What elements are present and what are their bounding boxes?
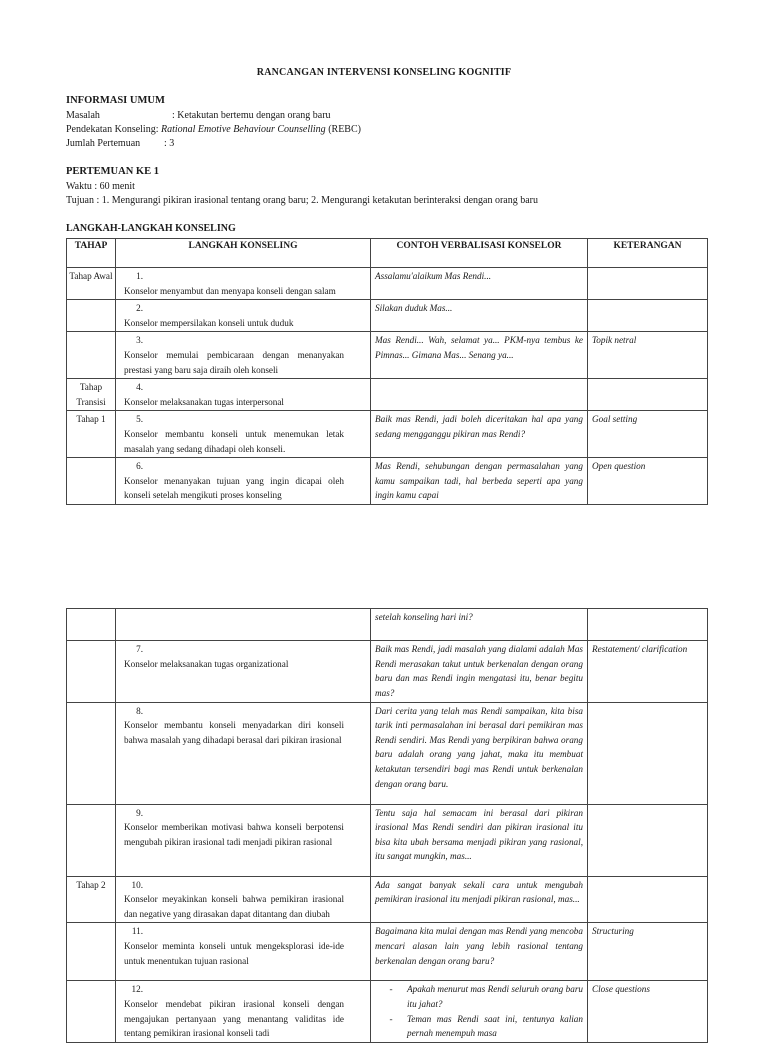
table-row: [67, 641, 708, 702]
steps-table-1: [66, 238, 708, 505]
stage-cell: [67, 458, 116, 505]
verbalization-cell: Assalamu'alaikum Mas Rendi...: [371, 268, 588, 300]
table-row: [67, 411, 708, 458]
verbalization-cell: Bagaimana kita mulai dengan mas Rendi yang mencoba mencari alasan lain yang lebih rasional tentang berkenalan dengan orang baru?: [371, 923, 588, 981]
jumlah-line: [66, 138, 175, 149]
note-cell: [588, 876, 708, 923]
step-number: 3.: [136, 335, 143, 346]
verbalization-cell: Baik mas Rendi, jadi masalah yang dialami adalah Mas Rendi merasakan takut untuk berkenalan dengan orang baru dan mas Rendi ingin mengatasi itu, benar begitu mas?: [371, 641, 588, 702]
step-number: 11.: [131, 926, 143, 937]
header-langkah: LANGKAH KONSELING: [116, 239, 371, 268]
step-number: 4.: [136, 382, 143, 393]
step-number: 1.: [136, 271, 143, 281]
step-text: Konselor melaksanakan tugas interpersonal: [124, 396, 284, 407]
note-cell: [588, 804, 708, 876]
question-text: Apakah menurut mas Rendi seluruh orang baru itu jahat?: [407, 984, 583, 1009]
step-number: 8.: [136, 705, 143, 716]
masalah-label: Masalah: [66, 110, 100, 121]
stage-cell: Tahap 1: [67, 411, 116, 458]
step-cell: [116, 300, 371, 332]
table-row: [67, 268, 708, 300]
step-number: 7.: [136, 644, 143, 655]
stage-cell: [67, 702, 116, 804]
note-cell: Topik netral: [588, 332, 708, 379]
step-number: 12.: [131, 984, 143, 995]
verbalization-cell: Mas Rendi... Wah, selamat ya... PKM-nya tembus ke Pimnas... Gimana Mas... Senang ya...: [371, 332, 588, 379]
question-item: - Apakah menurut mas Rendi seluruh orang baru itu jahat?: [375, 982, 583, 1011]
step-cell: [116, 609, 371, 641]
table-row: [67, 804, 708, 876]
step-text: Konselor meyakinkan konseli bahwa pemikiran irasional dan negative yang dirasakan dapat ditantang dan diubah: [124, 894, 344, 919]
stage-cell: Tahap 2: [67, 876, 116, 923]
step-number: 5.: [136, 414, 143, 425]
note-cell: [588, 609, 708, 641]
step-text: Konselor mendebat pikiran irasional konseli dengan mengajukan pertanyaan yang menantang validitas ide tentang pemikiran irasional konseli tadi: [124, 998, 344, 1039]
pendekatan-italic: Rational Emotive Behaviour Counselling: [160, 124, 326, 135]
step-text: Konselor membantu konseli untuk menemukan letak masalah yang sedang dihadapi oleh konseli.: [124, 428, 344, 454]
tujuan-line: Tujuan : 1. Mengurangi pikiran irasional tentang orang baru; 2. Mengurangi ketakutan berinteraksi dengan orang baru: [66, 195, 539, 206]
header-ket: KETERANGAN: [588, 239, 708, 268]
verbalization-cell: [371, 379, 588, 411]
pendekatan-suffix: (REBC): [328, 124, 361, 135]
step-number: 9.: [136, 807, 143, 818]
step-cell: [116, 411, 371, 458]
table-row: [67, 923, 708, 981]
step-text: Konselor memulai pembicaraan dengan menanyakan prestasi yang baru saja diraih oleh konseli: [124, 349, 344, 375]
table-row: [67, 300, 708, 332]
verbalization-cell: Silakan duduk Mas...: [371, 300, 588, 332]
question-text: Teman mas Rendi saat ini, tentunya kalian pernah menempuh masa: [407, 1013, 583, 1039]
stage-cell: [67, 641, 116, 702]
step-text: Konselor meminta konseli untuk mengeksplorasi ide-ide untuk menentukan tujuan rasional: [124, 940, 344, 966]
header-tahap: TAHAP: [67, 239, 116, 268]
step-text: Konselor menyambut dan menyapa konseli dengan salam: [124, 285, 336, 296]
table-row: [67, 458, 708, 505]
table-row: [67, 702, 708, 804]
steps-heading: LANGKAH-LANGKAH KONSELING: [66, 223, 236, 234]
stage-cell: [67, 981, 116, 1042]
verbalization-cell: Baik mas Rendi, jadi boleh diceritakan hal apa yang sedang mengganggu pikiran mas Rendi?: [371, 411, 588, 458]
jumlah-label: Jumlah Pertemuan: [66, 138, 141, 149]
document-title: RANCANGAN INTERVENSI KONSELING KOGNITIF: [256, 67, 512, 78]
step-cell: [116, 923, 371, 981]
pendekatan-label: Pendekatan Konseling:: [66, 124, 159, 135]
stage-cell: Tahap Awal: [67, 268, 116, 300]
step-text: Konselor memberikan motivasi bahwa konseli berpotensi mengubah pikiran irasional tadi menjadi pikiran rasional: [124, 822, 344, 847]
info-heading: INFORMASI UMUM: [66, 95, 165, 106]
header-contoh: CONTOH VERBALISASI KONSELOR: [371, 239, 588, 268]
step-cell: [116, 804, 371, 876]
steps-table-2: [66, 608, 708, 1043]
step-cell: [116, 379, 371, 411]
note-cell: Goal setting: [588, 411, 708, 458]
stage-cell: [67, 923, 116, 981]
note-cell: [588, 702, 708, 804]
step-text: Konselor membantu konseli menyadarkan diri konseli bahwa masalah yang dihadapi berasal dari pikiran irasional: [124, 720, 344, 745]
table-row: [67, 332, 708, 379]
masalah-value: : Ketakutan bertemu dengan orang baru: [172, 110, 331, 121]
step-text: Konselor mempersilakan konseli untuk duduk: [124, 317, 294, 328]
verbalization-cell: Dari cerita yang telah mas Rendi sampaikan, kita bisa tarik inti permasalahan ini berasal dari pemikiran mas Rendi sendiri. Mas Rendi yang berpikiran bahwa orang baru adalah orang yang jahat, maka itu membuat ketakutan tersendiri bagi mas Rendi untuk berkenalan dengan orang baru.: [371, 702, 588, 804]
masalah-line: [66, 110, 331, 121]
step-text: Konselor melaksanakan tugas organizational: [124, 658, 289, 669]
step-cell: [116, 641, 371, 702]
note-cell: [588, 379, 708, 411]
step-number: 6.: [136, 461, 143, 472]
table-row: [67, 981, 708, 1042]
table-row: [67, 876, 708, 923]
pendekatan-line: [66, 124, 361, 135]
table-row: [67, 379, 708, 411]
waktu-line: Waktu : 60 menit: [66, 181, 135, 192]
stage-cell: [67, 332, 116, 379]
step-cell: [116, 702, 371, 804]
step-cell: [116, 458, 371, 505]
step-text: Konselor menanyakan tujuan yang ingin dicapai oleh konseli setelah mengikuti proses konseling: [124, 475, 344, 501]
note-cell: Structuring: [588, 923, 708, 981]
verbalization-cell: Mas Rendi, sehubungan dengan permasalahan yang kamu sampaikan tadi, hal berbeda seperti apa yang ingin kamu capai: [371, 458, 588, 505]
stage-cell: Tahap Transisi: [67, 379, 116, 411]
table-row: [67, 609, 708, 641]
stage-cell: [67, 609, 116, 641]
step-cell: [116, 876, 371, 923]
verbalization-cell: Ada sangat banyak sekali cara untuk mengubah pemikiran irasional itu menjadi pikiran rasional, mas...: [371, 876, 588, 923]
step-cell: [116, 268, 371, 300]
step-number: 10.: [131, 879, 143, 890]
step-number: 2.: [136, 303, 143, 314]
stage-cell: [67, 300, 116, 332]
stage-cell: [67, 804, 116, 876]
jumlah-value: : 3: [164, 138, 175, 149]
meeting-heading: PERTEMUAN KE 1: [66, 166, 159, 177]
note-cell: [588, 268, 708, 300]
verbalization-cell: Tentu saja hal semacam ini berasal dari pikiran irasional Mas Rendi sendiri dan pikiran irasional itu bisa kita ubah bersama menjadi pikiran yang rasional, itu sangat mungkin, mas...: [371, 804, 588, 876]
verbalization-cell: setelah konseling hari ini?: [371, 609, 588, 641]
note-cell: Open question: [588, 458, 708, 505]
note-cell: [588, 300, 708, 332]
verbalization-cell: [371, 981, 588, 1042]
step-cell: [116, 981, 371, 1042]
note-cell: Restatement/ clarification: [588, 641, 708, 702]
step-cell: [116, 332, 371, 379]
note-cell: Close questions: [588, 981, 708, 1042]
question-item: - Teman mas Rendi saat ini, tentunya kalian pernah menempuh masa: [375, 1012, 583, 1041]
